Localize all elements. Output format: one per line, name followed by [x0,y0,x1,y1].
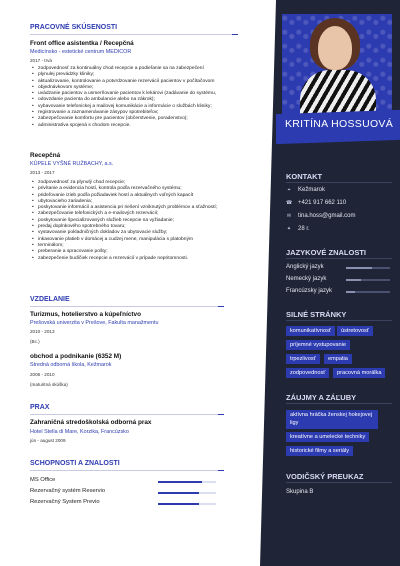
duty-item: • registrovanie a zaznamenávanie zásypov spotrebiteľov; [38,110,260,116]
education-divider [30,306,224,307]
cake-icon: ✦ [286,226,292,232]
education-dates: 2010 - 2013 [30,329,55,334]
job-duties [30,66,260,129]
languages-divider [286,258,392,259]
candidate-name: KRITÍNA HOSSUOVÁ [284,118,394,130]
duty-item: • prideľovanie izieb podľa požiadaviek hostí a aktuálnych voľných kapacít [38,193,260,199]
skill-level-bar [158,492,216,494]
duty-item: • odovzdanie pacienta do ambulancie alebo na zákrok); [38,97,260,103]
duty-item: • zodpovednosť za kontinuálny chod recepcie a podieľanie sa na zabezpečení [38,66,260,72]
education-school: Prešovská univerzita v Prešove, Fakulta manažmentu [30,320,159,326]
internship-divider [30,414,224,415]
skill-label: Rezervačný systém Reservio [30,488,106,494]
education-note: (Bc.) [30,339,40,344]
hobby-tag: aktívna hráčka ženskej hokejovej ligy [286,410,378,429]
hobbies-heading: ZÁUJMY A ZÁĽUBY [286,393,357,402]
strength-tag: trpezlivosť [286,354,320,364]
job-dates: 2017 - trvá [30,58,52,63]
duty-item: • uvádzanie pacientov a usmerňovanie pacientov k lekárovi (zadávanie do systému, [38,91,260,97]
duty-item: • vystavovanie pokladničných dokladov za ubytovacie služby; [38,230,260,236]
strength-tag: ústretovosť [337,326,373,336]
contact-location: Kežmarok [298,187,326,193]
education-dates: 2006 - 2010 [30,372,55,377]
location-icon: ⌖ [287,187,291,193]
strengths-divider [286,320,392,321]
job-title: Front office asistentka / Recepčná [30,40,134,47]
strengths-heading: SILNÉ STRÁNKY [286,310,347,319]
experience-heading: PRACOVNÉ SKÚSENOSTI [30,24,118,31]
profile-photo [282,14,392,114]
phone-icon: ☎ [286,200,293,206]
language-level-bar [346,279,390,281]
education-school: Stredná odborná škola, Kežmarok [30,362,112,368]
skill-level-bar [158,481,216,483]
license-value: Skupina B [286,489,314,495]
internship-dates: jún - august 2009 [30,438,66,443]
duty-item: • ubytovacieho zariadenia; [38,199,260,205]
hobby-tag: historické filmy a seriály [286,446,353,456]
language-label: Anglický jazyk [286,264,324,270]
contact-phone: +421 917 662 110 [298,200,347,206]
education-title: obchod a podnikanie (6352 M) [30,353,122,360]
strength-tag: zodpovednosť [286,368,329,378]
experience-divider [30,34,238,35]
duty-item: • predaj doplnkového spotrebného tovaru; [38,224,260,230]
duty-item: • zabezpečovanie telefonických a e-mailových rezervácií; [38,211,260,217]
language-label: Nemecký jazyk [286,276,327,282]
duty-item: • terminálom; [38,243,260,249]
hobby-tag: kreatívne a umelecké techniky [286,432,369,442]
job-company: KÚPELE VYŠNÉ RUŽBACHY, a.s. [30,161,114,167]
education-heading: VZDELANIE [30,296,70,303]
job-duties [30,180,260,262]
license-heading: VODIČSKÝ PREUKAZ [286,472,364,481]
skill-label: Rezervačný System Previo [30,499,100,505]
strength-tag: komunikatívnosť [286,326,335,336]
duty-item: • plynulej prevádzky kliniky; [38,72,260,78]
language-label: Francúzsky jazyk [286,288,333,294]
duty-item: • zabezpečovanie komfortu pre pacientov (občerstvenie, poradenstvo); [38,116,260,122]
duty-item: • inkasovanie platieb v domácej a cudzej mene, manipulácia s platobným [38,237,260,243]
job-title: Recepčná [30,152,61,159]
job-company: Medicínsko - estetické centrum MEDICOR [30,49,132,55]
contact-email: tina.hoss@gmail.com [298,213,356,219]
languages-heading: JAZYKOVÉ ZNALOSTI [286,248,367,257]
internship-heading: PRAX [30,404,50,411]
education-title: Turizmus, hotelierstvo a kúpeľníctvo [30,311,142,318]
language-level-bar [346,291,390,293]
duty-item: • objednávkovom systéme; [38,85,260,91]
mail-icon: ✉ [286,213,292,219]
duty-item: • zabezpečenie budíčiek recepcie a rezervácií v prípade nepritomnosti. [38,256,260,262]
skills-heading: SCHOPNOSTI A ZNALOSTI [30,460,120,467]
duty-item: • vybavovanie telefonickej a mailovej komunikácie a informácie o službách kliniky; [38,104,260,110]
strength-tag: príjemné vystupovanie [286,340,350,350]
contact-age: 28 r. [298,226,310,232]
skills-divider [30,470,224,471]
contact-divider [286,182,392,183]
strength-tag: empatia [324,354,352,364]
duty-item: • poskytovanie špecializovaných služieb recepcie na vyžiadanie; [38,218,260,224]
duty-item: • privítanie a evidencia hostí, kontrola podľa rezervačného systému; [38,186,260,192]
internship-place: Hotel Stella di Mare, Korzika, Francúzsko [30,429,129,435]
education-note: (maturitná skúška) [30,382,68,387]
job-dates: 2013 - 2017 [30,170,55,175]
language-level-bar [346,267,390,269]
strength-tag: pracovná morálka [333,368,385,378]
license-divider [286,482,392,483]
hobbies-divider [286,403,392,404]
duty-item: • administratíva spojená s chodom recepcie. [38,123,260,129]
duty-item: • zodpovednosť za plynulý chod recepcie; [38,180,260,186]
contact-heading: KONTAKT [286,172,323,181]
skill-level-bar [158,503,216,505]
duty-item: • aktualizovanie, kontrolovanie a potvrdzovanie rezervácií pacientov v počítačovom [38,79,260,85]
duty-item: • poskytovanie informácií a asistencia pri riešení vzniknutých problémov a sťažností; [38,205,260,211]
duty-item: • preberanie a spracovanie pošty; [38,249,260,255]
skill-label: MS Office [30,477,56,483]
internship-title: Zahraničná stredoškolská odborná prax [30,419,152,426]
